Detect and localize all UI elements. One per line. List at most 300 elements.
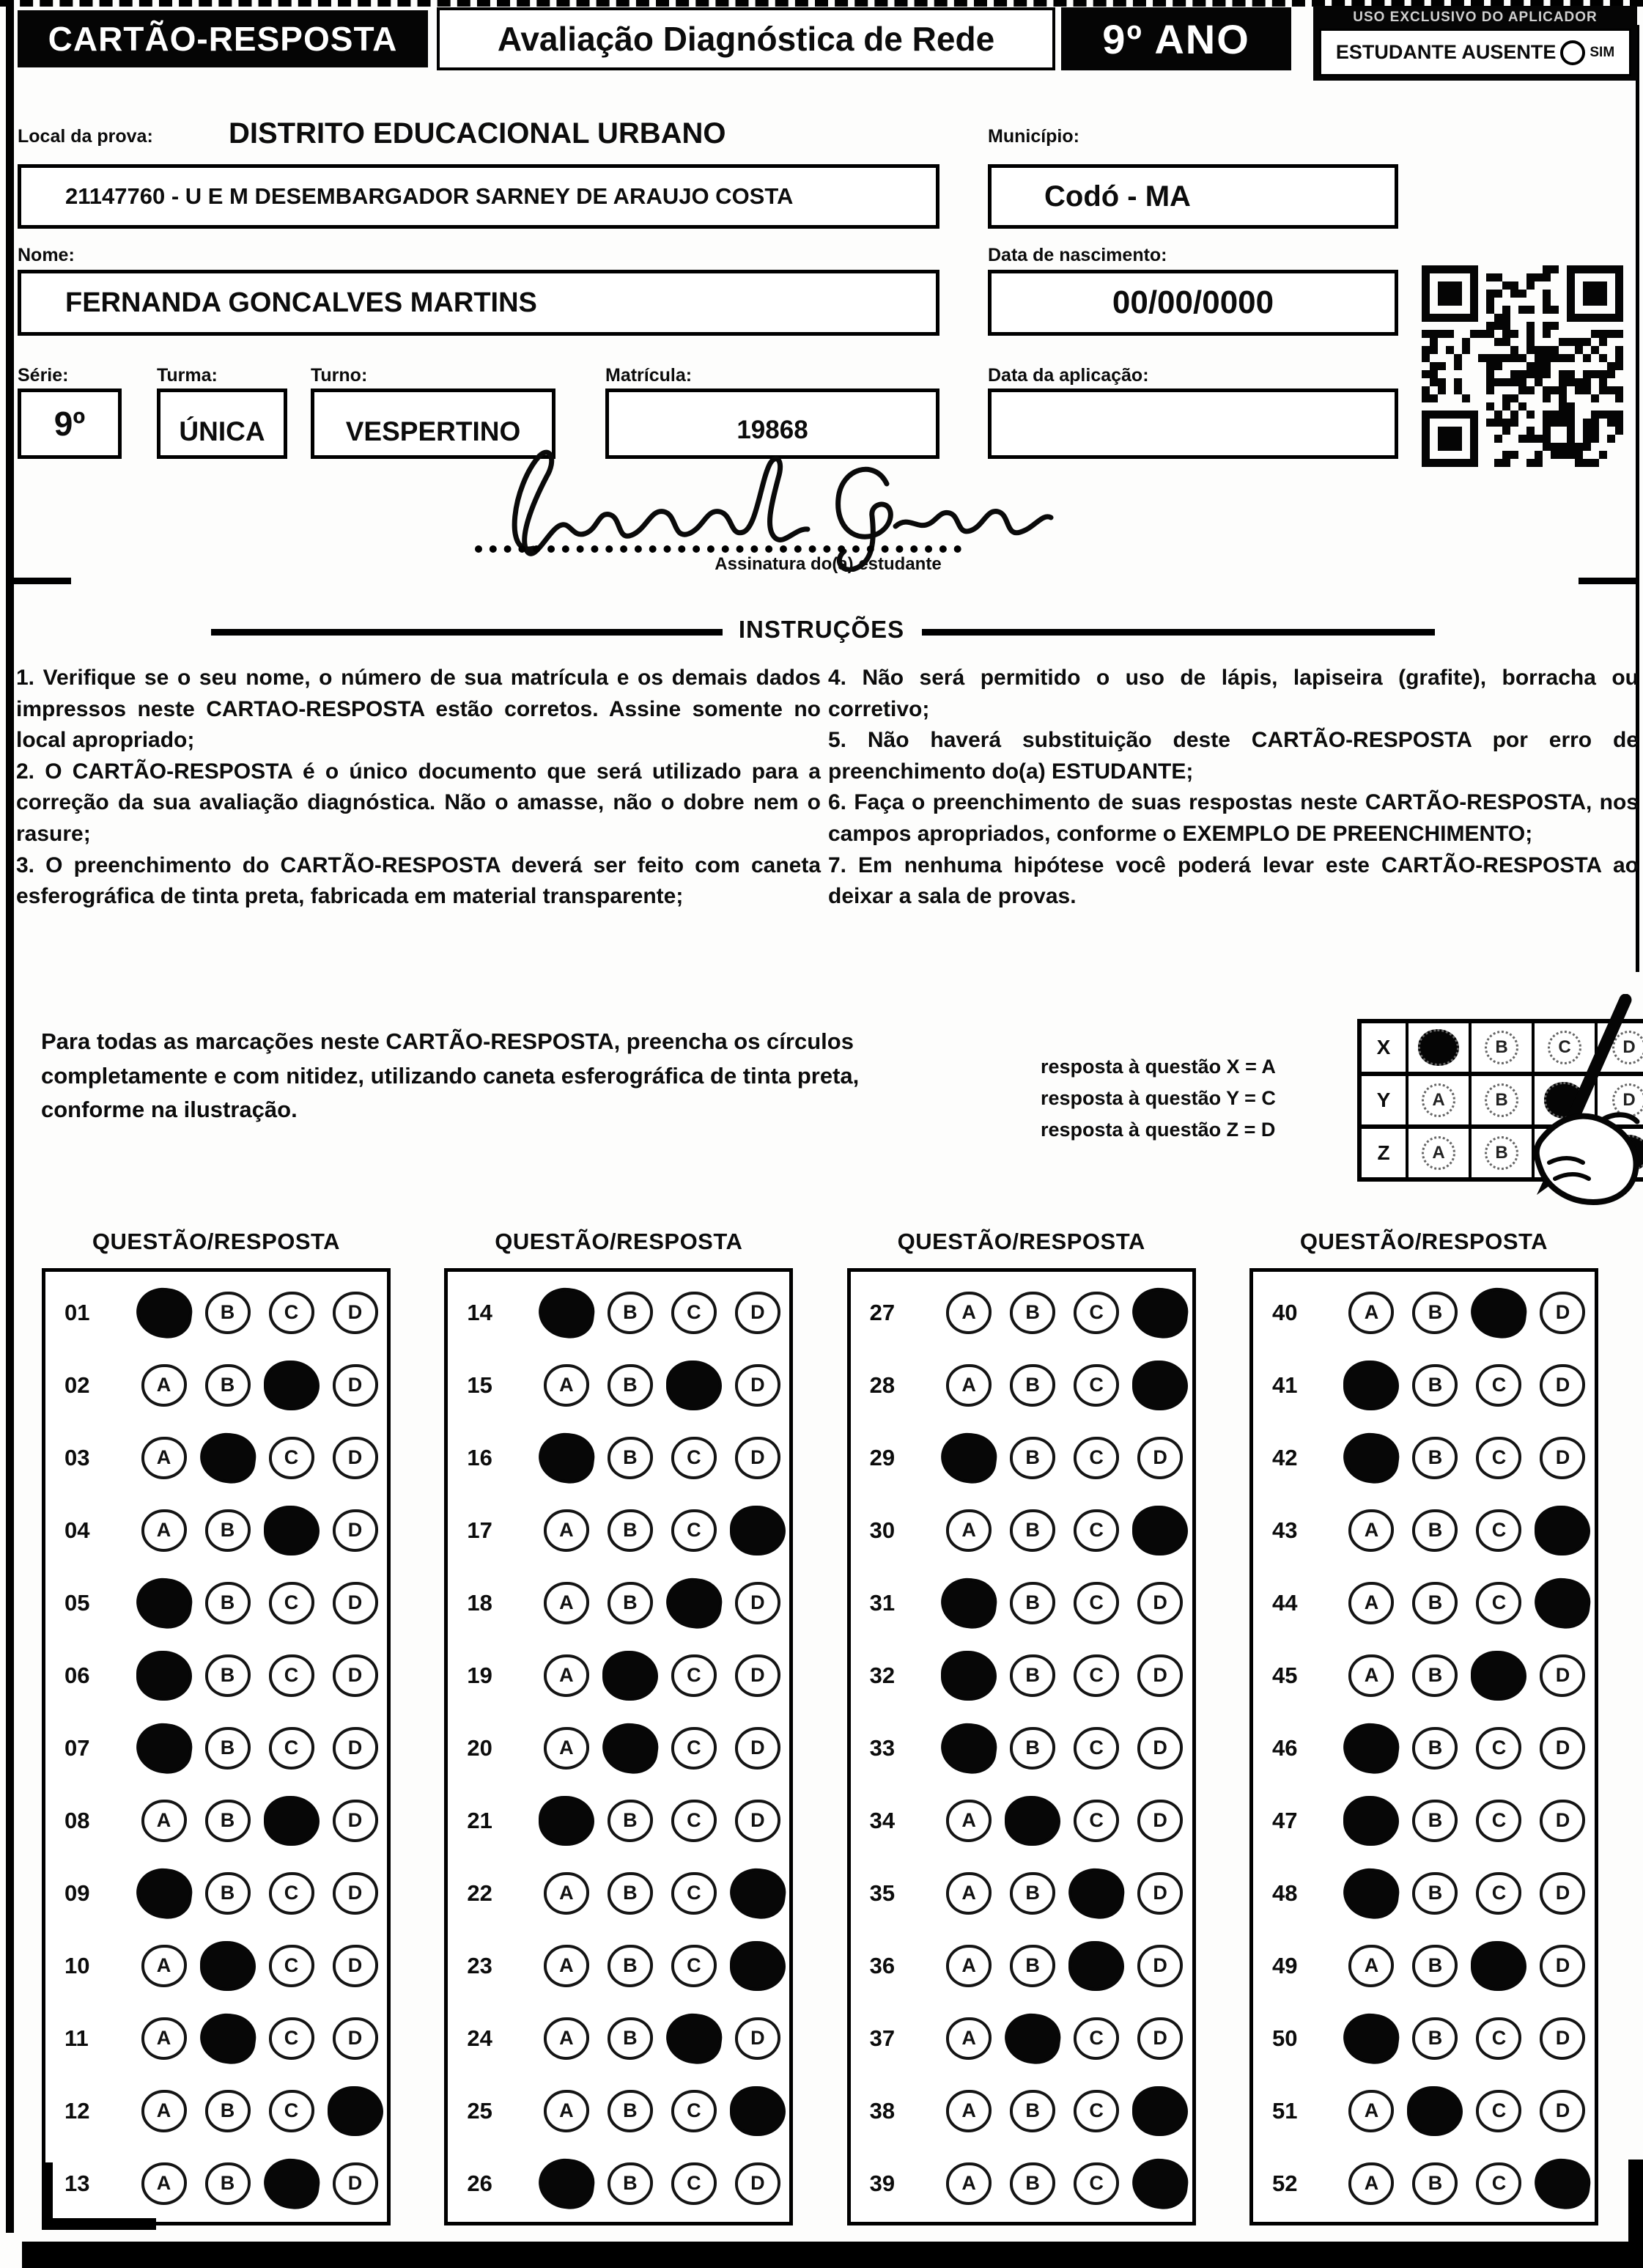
bubble-q13-A[interactable]: A (141, 2162, 187, 2205)
bubble-cell (534, 1796, 598, 1846)
bubble-q10-C[interactable]: C (269, 1945, 314, 1987)
bubble-q03-B[interactable] (197, 1429, 259, 1486)
bubble-q50-A[interactable] (1341, 2010, 1403, 2066)
bubble-cell (132, 1868, 196, 1918)
bubble-cell (1403, 1509, 1467, 1552)
bubble-q42-C[interactable]: C (1476, 1437, 1521, 1479)
question-number: 25 (467, 2097, 492, 2124)
bubble-q36-A[interactable]: A (946, 1945, 992, 1987)
bubble-q01-A[interactable] (133, 1284, 195, 1341)
bubble-cell (725, 2017, 789, 2060)
bubble-q25-A[interactable]: A (544, 2090, 589, 2132)
question-row (1253, 1929, 1595, 2002)
bubble-q20-D[interactable]: D (735, 1727, 780, 1770)
bubble-q13-C[interactable] (261, 2155, 322, 2212)
question-row (1253, 1276, 1595, 1349)
bubble-q18-B[interactable]: B (608, 1582, 653, 1624)
bubble-q27-D[interactable] (1129, 1284, 1191, 1341)
bubble-q45-B[interactable]: B (1412, 1654, 1458, 1697)
bubble-q19-A[interactable]: A (544, 1654, 589, 1697)
bubble-cell (1001, 1872, 1065, 1915)
bubble-q35-A[interactable]: A (946, 1872, 992, 1915)
bubble-q50-B[interactable]: B (1412, 2017, 1458, 2060)
bubble-q31-A[interactable] (938, 1575, 1000, 1631)
bubble-q04-A[interactable]: A (141, 1509, 187, 1552)
example-bubble: A (1422, 1136, 1455, 1170)
example-bubble: A (1422, 1083, 1455, 1117)
bubble-q02-B[interactable]: B (205, 1364, 251, 1407)
question-row (1253, 1566, 1595, 1639)
bubble-cell (725, 1800, 789, 1842)
bubble-q43-A[interactable]: A (1348, 1509, 1394, 1552)
bubble-q24-A[interactable]: A (544, 2017, 589, 2060)
bubble-cell (1001, 1727, 1065, 1770)
bubble-q07-C[interactable]: C (269, 1727, 314, 1770)
bubble-cell (259, 1796, 323, 1846)
bubble-q38-A[interactable]: A (946, 2090, 992, 2132)
bubble-q21-B[interactable]: B (608, 1800, 653, 1842)
bubble-q12-A[interactable]: A (141, 2090, 187, 2132)
bubble-q26-B[interactable]: B (608, 2162, 653, 2205)
absent-bubble[interactable] (1560, 40, 1585, 65)
bubble-cell (1340, 1868, 1403, 1918)
bubble-q17-C[interactable]: C (671, 1509, 717, 1552)
bubble-q38-C[interactable]: C (1074, 2090, 1119, 2132)
example-caption-line: resposta à questão X = A (1041, 1056, 1276, 1078)
bubble-q16-D[interactable]: D (735, 1437, 780, 1479)
bubble-q35-C[interactable] (1066, 1865, 1127, 1921)
bubble-q24-C[interactable] (663, 2010, 725, 2066)
bubble-q18-C[interactable] (663, 1575, 725, 1631)
bubble-q06-C[interactable]: C (269, 1654, 314, 1697)
question-number: 01 (64, 1299, 90, 1325)
bubble-cell (1129, 1361, 1192, 1410)
bubble-q16-C[interactable]: C (671, 1437, 717, 1479)
bubble-q32-D[interactable]: D (1137, 1654, 1183, 1697)
bubble-q21-C[interactable]: C (671, 1800, 717, 1842)
bubble-q42-B[interactable]: B (1412, 1437, 1458, 1479)
bubble-q06-B[interactable]: B (205, 1654, 251, 1697)
bubble-q46-C[interactable]: C (1476, 1727, 1521, 1770)
bubble-q48-A[interactable] (1341, 1865, 1403, 1921)
bubble-q04-C[interactable] (264, 1506, 320, 1555)
bubble-cell (1531, 1800, 1595, 1842)
bubble-q33-C[interactable]: C (1074, 1727, 1119, 1770)
bubble-q15-C[interactable] (666, 1361, 722, 1410)
bubble-q50-C[interactable]: C (1476, 2017, 1521, 2060)
bubble-q42-D[interactable]: D (1540, 1437, 1585, 1479)
bubble-q40-A[interactable]: A (1348, 1292, 1394, 1334)
question-row (45, 2074, 387, 2147)
instruction-item: 4. Não será permitido o uso de lápis, lapiseira (grafite), borracha ou corretivo; (828, 666, 1639, 721)
bubble-q06-D[interactable]: D (333, 1654, 378, 1697)
bubble-q10-D[interactable]: D (333, 1945, 378, 1987)
bubble-cell (1065, 1509, 1129, 1552)
bubble-q01-C[interactable]: C (269, 1292, 314, 1334)
bubble-cell (1467, 1872, 1531, 1915)
bubble-q01-B[interactable]: B (205, 1292, 251, 1334)
bubble-cell (937, 1651, 1001, 1701)
bubble-q45-A[interactable]: A (1348, 1654, 1394, 1697)
bubble-q20-A[interactable]: A (544, 1727, 589, 1770)
bubble-q05-C[interactable]: C (269, 1582, 314, 1624)
bubble-q37-D[interactable]: D (1137, 2017, 1183, 2060)
bubble-q35-B[interactable]: B (1010, 1872, 1055, 1915)
bubble-q30-A[interactable]: A (946, 1509, 992, 1552)
bubble-q33-B[interactable]: B (1010, 1727, 1055, 1770)
bubble-q29-D[interactable]: D (1137, 1437, 1183, 1479)
bubble-cell (196, 1292, 259, 1334)
question-number: 45 (1271, 1662, 1298, 1688)
bubble-q23-B[interactable]: B (608, 1945, 653, 1987)
bubble-q27-B[interactable]: B (1010, 1292, 1055, 1334)
bubble-q19-C[interactable]: C (671, 1654, 717, 1697)
bubble-q09-D[interactable]: D (333, 1872, 378, 1915)
bubble-q47-B[interactable]: B (1412, 1800, 1458, 1842)
bubble-q28-A[interactable]: A (946, 1364, 992, 1407)
bubble-q44-B[interactable]: B (1412, 1582, 1458, 1624)
bubble-q26-D[interactable]: D (735, 2162, 780, 2205)
bubble-q43-D[interactable] (1535, 1506, 1590, 1555)
bubble-q43-C[interactable]: C (1476, 1509, 1521, 1552)
question-row (851, 1929, 1192, 2002)
bubble-cell (725, 1654, 789, 1697)
nascimento-label: Data de nascimento: (988, 245, 1167, 265)
bubble-q44-A[interactable]: A (1348, 1582, 1394, 1624)
bubble-q25-B[interactable]: B (608, 2090, 653, 2132)
bubble-q04-D[interactable]: D (333, 1509, 378, 1552)
bubble-q15-B[interactable]: B (608, 1364, 653, 1407)
bubble-q03-A[interactable]: A (141, 1437, 187, 1479)
bubble-q14-B[interactable]: B (608, 1292, 653, 1334)
bubble-cell (1129, 1945, 1192, 1987)
bubble-q36-C[interactable] (1068, 1941, 1124, 1991)
bubble-cell (725, 1437, 789, 1479)
bubble-q50-D[interactable]: D (1540, 2017, 1585, 2060)
question-number: 40 (1271, 1299, 1298, 1325)
bubble-q20-C[interactable]: C (671, 1727, 717, 1770)
bubble-q41-B[interactable]: B (1412, 1364, 1458, 1407)
bubble-cell (1467, 1941, 1531, 1991)
bubble-q48-C[interactable]: C (1476, 1872, 1521, 1915)
bubble-q08-C[interactable] (264, 1796, 320, 1846)
bubble-q44-C[interactable]: C (1476, 1582, 1521, 1624)
bubble-q33-A[interactable] (938, 1720, 1000, 1776)
bubble-q49-D[interactable]: D (1540, 1945, 1585, 1987)
bubble-q22-C[interactable]: C (671, 1872, 717, 1915)
bubble-q52-A[interactable]: A (1348, 2162, 1394, 2205)
question-row (851, 2147, 1192, 2220)
bubble-q06-A[interactable] (136, 1651, 192, 1701)
bubble-q45-C[interactable] (1471, 1651, 1526, 1701)
bubble-q46-B[interactable]: B (1412, 1727, 1458, 1770)
bubble-q47-C[interactable]: C (1476, 1800, 1521, 1842)
bubble-q08-D[interactable]: D (333, 1800, 378, 1842)
bubble-q34-D[interactable]: D (1137, 1800, 1183, 1842)
answer-column-header: QUESTÃO/RESPOSTA (897, 1229, 1145, 1254)
bubble-q51-A[interactable]: A (1348, 2090, 1394, 2132)
bubble-q25-D[interactable] (730, 2086, 786, 2136)
bubble-cell (1403, 2086, 1467, 2136)
bubble-q18-D[interactable]: D (735, 1582, 780, 1624)
bubble-q38-B[interactable]: B (1010, 2090, 1055, 2132)
bubble-cell (725, 1941, 789, 1991)
bubble-q05-A[interactable] (133, 1575, 195, 1631)
bubble-q26-C[interactable]: C (671, 2162, 717, 2205)
bubble-q02-A[interactable]: A (141, 1364, 187, 1407)
bubble-q17-A[interactable]: A (544, 1509, 589, 1552)
bubble-q12-C[interactable]: C (269, 2090, 314, 2132)
bubble-q47-A[interactable] (1343, 1796, 1399, 1846)
bubble-q37-C[interactable]: C (1074, 2017, 1119, 2060)
bubble-q29-B[interactable]: B (1010, 1437, 1055, 1479)
instructions-title: INSTRUÇÕES (738, 616, 905, 643)
bubble-q30-D[interactable] (1132, 1506, 1188, 1555)
bubble-q19-B[interactable] (602, 1651, 658, 1701)
bubble-q16-B[interactable]: B (608, 1437, 653, 1479)
nascimento-value: 00/00/0000 (1112, 284, 1274, 320)
bubble-q49-C[interactable] (1471, 1941, 1526, 1991)
bubble-q11-B[interactable] (197, 2010, 259, 2066)
bubble-q13-B[interactable]: B (205, 2162, 251, 2205)
bubble-q27-A[interactable]: A (946, 1292, 992, 1334)
bubble-cell (1467, 1364, 1531, 1407)
matricula-label: Matrícula: (605, 365, 693, 386)
bubble-q14-D[interactable]: D (735, 1292, 780, 1334)
bubble-q48-B[interactable]: B (1412, 1872, 1458, 1915)
bubble-q39-D[interactable] (1129, 2155, 1191, 2212)
bubble-cell (662, 1800, 725, 1842)
bubble-cell (1467, 2017, 1531, 2060)
bubble-q52-D[interactable] (1532, 2155, 1594, 2212)
bubble-q45-D[interactable]: D (1540, 1654, 1585, 1697)
answer-grid (444, 1268, 793, 2225)
bubble-q11-D[interactable]: D (333, 2017, 378, 2060)
bubble-q13-D[interactable]: D (333, 2162, 378, 2205)
example-filled-bubble (1418, 1029, 1459, 1066)
bubble-q46-D[interactable]: D (1540, 1727, 1585, 1770)
bubble-q37-B[interactable] (1002, 2010, 1063, 2066)
bubble-q30-C[interactable]: C (1074, 1509, 1119, 1552)
bubble-q07-A[interactable] (133, 1720, 195, 1776)
bubble-cell (1065, 1727, 1129, 1770)
bubble-q17-D[interactable] (730, 1506, 786, 1555)
municipio-value: Codó - MA (1044, 180, 1191, 213)
question-row (448, 1276, 789, 1349)
bubble-q22-A[interactable]: A (544, 1872, 589, 1915)
bubble-q49-A[interactable]: A (1348, 1945, 1394, 1987)
bubble-q07-D[interactable]: D (333, 1727, 378, 1770)
example-bubble: B (1485, 1031, 1518, 1064)
bubble-q40-B[interactable]: B (1412, 1292, 1458, 1334)
example-cell (1408, 1076, 1472, 1124)
bubble-q09-A[interactable] (133, 1865, 195, 1921)
bubble-cell (1340, 1582, 1403, 1624)
bubble-q24-D[interactable]: D (735, 2017, 780, 2060)
local-value: DISTRITO EDUCACIONAL URBANO (229, 117, 726, 150)
bubble-cell (534, 1364, 598, 1407)
bubble-cell (598, 1800, 662, 1842)
bubble-q39-A[interactable]: A (946, 2162, 992, 2205)
bubble-cell (1065, 1800, 1129, 1842)
bubble-q37-A[interactable]: A (946, 2017, 992, 2060)
question-number: 11 (64, 2025, 89, 2051)
bubble-q52-B[interactable]: B (1412, 2162, 1458, 2205)
question-number: 33 (869, 1734, 896, 1761)
bubble-q43-B[interactable]: B (1412, 1509, 1458, 1552)
bubble-q10-A[interactable]: A (141, 1945, 187, 1987)
bubble-q41-C[interactable]: C (1476, 1364, 1521, 1407)
bubble-q08-A[interactable]: A (141, 1800, 187, 1842)
signature-label: Assinatura do(a) estudante (715, 554, 942, 574)
bubble-q30-B[interactable]: B (1010, 1509, 1055, 1552)
bubble-q25-C[interactable]: C (671, 2090, 717, 2132)
bubble-cell (1531, 1727, 1595, 1770)
bubble-q51-B[interactable] (1407, 2086, 1463, 2136)
example-row-label: Z (1362, 1129, 1408, 1177)
bubble-q51-C[interactable]: C (1476, 2090, 1521, 2132)
bubble-cell (196, 1364, 259, 1407)
bubble-q36-D[interactable]: D (1137, 1945, 1183, 1987)
turma-field (157, 389, 287, 459)
bubble-cell (1467, 1582, 1531, 1624)
bubble-cell (725, 1582, 789, 1624)
bubble-q21-D[interactable]: D (735, 1800, 780, 1842)
question-row (448, 1712, 789, 1784)
question-row (448, 1929, 789, 2002)
bubble-q22-D[interactable] (727, 1865, 789, 1921)
bubble-cell (725, 1727, 789, 1770)
bubble-cell (1065, 2017, 1129, 2060)
bubble-q15-D[interactable]: D (735, 1364, 780, 1407)
bubble-q34-C[interactable]: C (1074, 1800, 1119, 1842)
bubble-cell (937, 2017, 1001, 2060)
bubble-q23-D[interactable] (730, 1941, 786, 1991)
question-number: 36 (869, 1952, 896, 1978)
bubble-q52-C[interactable]: C (1476, 2162, 1521, 2205)
bubble-q24-B[interactable]: B (608, 2017, 653, 2060)
bubble-q23-A[interactable]: A (544, 1945, 589, 1987)
example-row-label: X (1362, 1023, 1408, 1072)
bubble-q33-D[interactable]: D (1137, 1727, 1183, 1770)
bubble-cell (1129, 1800, 1192, 1842)
bubble-q09-B[interactable]: B (205, 1872, 251, 1915)
bubble-q01-D[interactable]: D (333, 1292, 378, 1334)
bubble-q29-C[interactable]: C (1074, 1437, 1119, 1479)
question-row (448, 1857, 789, 1929)
bubble-cell (196, 1941, 259, 1991)
bubble-q35-D[interactable]: D (1137, 1872, 1183, 1915)
answer-column-header: QUESTÃO/RESPOSTA (495, 1229, 743, 1254)
bubble-q34-A[interactable]: A (946, 1800, 992, 1842)
bubble-q47-D[interactable]: D (1540, 1800, 1585, 1842)
turno-value: VESPERTINO (345, 416, 521, 446)
bubble-q22-B[interactable]: B (608, 1872, 653, 1915)
question-number: 37 (869, 2025, 896, 2051)
bubble-q44-D[interactable] (1532, 1575, 1594, 1631)
bubble-q32-B[interactable]: B (1010, 1654, 1055, 1697)
bubble-q21-A[interactable] (539, 1796, 594, 1846)
bubble-q38-D[interactable] (1132, 2086, 1188, 2136)
bubble-cell (534, 1582, 598, 1624)
bubble-q40-D[interactable]: D (1540, 1292, 1585, 1334)
bubble-q10-B[interactable] (200, 1941, 256, 1991)
bubble-q31-D[interactable]: D (1137, 1582, 1183, 1624)
bubble-q32-A[interactable] (941, 1651, 997, 1701)
bubble-q28-C[interactable]: C (1074, 1364, 1119, 1407)
bubble-q07-B[interactable]: B (205, 1727, 251, 1770)
question-number: 51 (1271, 2097, 1298, 2124)
bubble-q39-C[interactable]: C (1074, 2162, 1119, 2205)
bubble-cell (132, 1437, 196, 1479)
bubble-cell (1129, 2159, 1192, 2209)
bubble-q39-B[interactable]: B (1010, 2162, 1055, 2205)
bubble-q32-C[interactable]: C (1074, 1654, 1119, 1697)
bubble-q23-C[interactable]: C (671, 1945, 717, 1987)
bubble-q03-C[interactable]: C (269, 1437, 314, 1479)
bubble-q41-D[interactable]: D (1540, 1364, 1585, 1407)
bubble-q03-D[interactable]: D (333, 1437, 378, 1479)
bubble-cell (534, 1509, 598, 1552)
bubble-q51-D[interactable]: D (1540, 2090, 1585, 2132)
bubble-q08-B[interactable]: B (205, 1800, 251, 1842)
bubble-q17-B[interactable]: B (608, 1509, 653, 1552)
bubble-q46-A[interactable] (1341, 1720, 1403, 1776)
bubble-q31-C[interactable]: C (1074, 1582, 1119, 1624)
bubble-q28-B[interactable]: B (1010, 1364, 1055, 1407)
bubble-q12-D[interactable] (328, 2086, 383, 2136)
signature-line[interactable] (475, 545, 961, 553)
bubble-q29-A[interactable] (938, 1429, 1000, 1486)
bubble-q20-B[interactable] (599, 1720, 661, 1776)
bubble-q05-D[interactable]: D (333, 1582, 378, 1624)
bubble-q05-B[interactable]: B (205, 1582, 251, 1624)
bubble-q34-B[interactable] (1005, 1796, 1060, 1846)
bubble-q11-A[interactable]: A (141, 2017, 187, 2060)
marking-instructions: Para todas as marcações neste CARTÃO-RESPOSTA, preencha os círculos completamente e com nitidez, utilizando caneta esferográfica de tinta preta, conforme na ilustração. (41, 1028, 860, 1122)
bubble-q16-A[interactable] (536, 1429, 597, 1486)
bubble-q02-C[interactable] (264, 1361, 320, 1410)
bubble-q49-B[interactable]: B (1412, 1945, 1458, 1987)
bubble-cell (1001, 2162, 1065, 2205)
bubble-cell (662, 1945, 725, 1987)
bubble-cell (196, 2162, 259, 2205)
bubble-q28-D[interactable] (1132, 1361, 1188, 1410)
bubble-q27-C[interactable]: C (1074, 1292, 1119, 1334)
bubble-q15-A[interactable]: A (544, 1364, 589, 1407)
bubble-cell (1065, 2162, 1129, 2205)
bubble-q40-C[interactable] (1469, 1284, 1530, 1341)
question-number: 44 (1271, 1589, 1298, 1616)
bubble-q42-A[interactable] (1341, 1429, 1403, 1486)
bubble-q48-D[interactable]: D (1540, 1872, 1585, 1915)
bubble-q02-D[interactable]: D (333, 1364, 378, 1407)
bubble-q11-C[interactable]: C (269, 2017, 314, 2060)
bubble-q41-A[interactable] (1343, 1361, 1399, 1410)
bubble-cell (1403, 1945, 1467, 1987)
bubble-q19-D[interactable]: D (735, 1654, 780, 1697)
bubble-q14-C[interactable]: C (671, 1292, 717, 1334)
bubble-q09-C[interactable]: C (269, 1872, 314, 1915)
bubble-q18-A[interactable]: A (544, 1582, 589, 1624)
bubble-q36-B[interactable]: B (1010, 1945, 1055, 1987)
bubble-q31-B[interactable]: B (1010, 1582, 1055, 1624)
bubble-q14-A[interactable] (536, 1284, 597, 1341)
bubble-q26-A[interactable] (536, 2155, 597, 2212)
bubble-q12-B[interactable]: B (205, 2090, 251, 2132)
turma-value: ÚNICA (179, 416, 265, 446)
bubble-q04-B[interactable]: B (205, 1509, 251, 1552)
